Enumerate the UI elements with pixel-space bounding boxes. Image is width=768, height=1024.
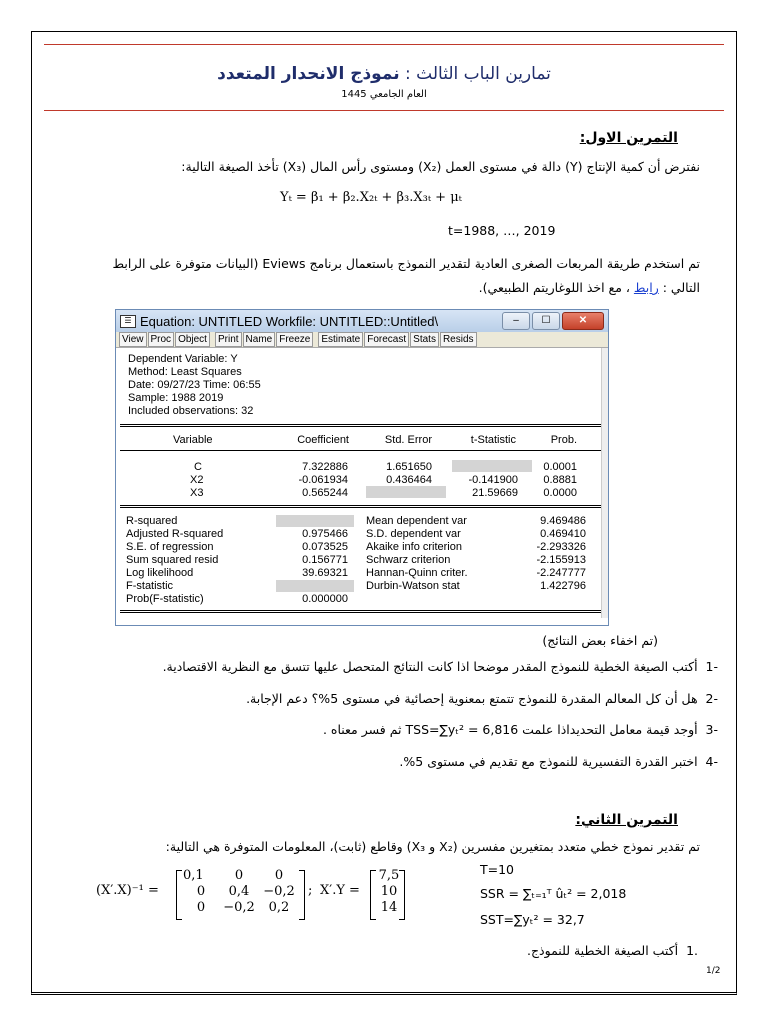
- window-menu-icon[interactable]: ☰: [120, 315, 136, 328]
- row-c-prob: 0.0001: [543, 461, 577, 473]
- m-0-2: 0: [274, 868, 284, 883]
- title-main: نموذج الانحدار المتعدد: [217, 64, 400, 84]
- stat-adj-rsquared-label: Adjusted R-squared: [126, 528, 224, 540]
- value-T: T=10: [480, 862, 515, 877]
- row-c-tstat-hidden: [452, 460, 532, 472]
- top-red-rule: [44, 44, 724, 45]
- stat-akaike-value: -2.293326: [536, 541, 586, 553]
- stat-akaike-label: Akaike info criterion: [366, 541, 462, 553]
- stat-rsquared-label: R-squared: [126, 515, 178, 527]
- observations-line: Included observations: 32: [128, 405, 254, 417]
- col-tstat-header: t-Statistic: [470, 434, 516, 446]
- col-stderror-header: Std. Error: [384, 434, 432, 446]
- value-SST: SST=∑yₜ² = 32,7: [480, 912, 585, 927]
- toolbar-stats-button[interactable]: Stats: [410, 332, 439, 347]
- window-titlebar[interactable]: [116, 310, 608, 332]
- stat-loglik-value: 39.69321: [302, 567, 348, 579]
- eviews-paragraph-line1: تم استخدم طريقة المربعات الصغرى العادية لتقدير النموذج باستعمال برنامج Eviews (البيانات متوفرة على الرابط: [112, 256, 700, 271]
- question-text: هل أن كل المعالم المقدرة للنموذج تتمتع بمعنوية إحصائية في مستوى 5%؟ دعم الإجابة.: [246, 691, 698, 706]
- stat-fstat-label: F-statistic: [126, 580, 174, 592]
- matrix-label-xx-inv: (X′.X)⁻¹ =: [96, 883, 159, 898]
- method-line: Method: Least Squares: [128, 366, 242, 378]
- question-text: أكتب الصيغة الخطية للنموذج المقدر موضحا اذا كانت النتائج المتحصل عليها تتسق مع النظرية الاقتصادية.: [162, 659, 698, 674]
- row-x3-prob: 0.0000: [543, 487, 577, 499]
- stat-durbin-watson-value: 1.422796: [540, 580, 586, 592]
- date-line: Date: 09/27/23 Time: 06:55: [128, 379, 261, 391]
- stat-durbin-watson-label: Durbin-Watson stat: [366, 580, 460, 592]
- row-x2-coefficient: -0.061934: [298, 474, 348, 486]
- toolbar-proc-button[interactable]: Proc: [148, 332, 175, 347]
- stat-schwarz-label: Schwarz criterion: [366, 554, 451, 566]
- line2-suffix: ، مع اخذ اللوغاريتم الطبيعي).: [478, 280, 634, 295]
- eviews-equation-window: [115, 309, 609, 626]
- v-1: 10: [380, 884, 398, 899]
- question-number: -1: [705, 659, 718, 674]
- m-2-0: 0: [196, 900, 206, 915]
- close-icon[interactable]: ✕: [562, 312, 604, 330]
- exercise1-intro: نفترض أن كمية الإنتاج (Y) دالة في مستوى العمل (X₂) ومستوى رأس المال (X₃) تأخذ الصيغة التالية:: [181, 159, 700, 174]
- vector2-right-bracket: [399, 870, 405, 920]
- question-number: -3: [705, 722, 718, 737]
- stat-prob-f-value: 0.000000: [302, 593, 348, 605]
- academic-year: العام الجامعي 1445: [341, 89, 427, 100]
- header-rule-top: [120, 424, 604, 425]
- model-equation: Yₜ = β₁ + β₂.X₂ₜ + β₃.X₃ₜ + μₜ: [280, 190, 462, 205]
- stat-rsquared-hidden: [276, 515, 354, 527]
- line2-prefix: التالي :: [658, 280, 700, 295]
- minimize-icon[interactable]: ‒: [502, 312, 530, 330]
- col-coefficient-header: Coefficient: [297, 434, 349, 446]
- toolbar-print-button[interactable]: Print: [215, 332, 242, 347]
- row-x2-stderror: 0.436464: [386, 474, 432, 486]
- stat-hannan-quinn-label: Hannan-Quinn criter.: [366, 567, 468, 579]
- stat-mean-dep-label: Mean dependent var: [366, 515, 467, 527]
- m-1-1: 0,4: [228, 884, 250, 899]
- sample-line: Sample: 1988 2019: [128, 392, 224, 404]
- ex1-question-2: [38, 691, 718, 706]
- window-toolbar: [116, 332, 608, 348]
- header-rule-bottom: [120, 450, 604, 451]
- matrix-label-xy: X′.Y =: [320, 883, 360, 898]
- stat-se-regression-label: S.E. of regression: [126, 541, 214, 553]
- vertical-scrollbar[interactable]: [601, 348, 608, 618]
- ex1-question-1: [38, 659, 718, 674]
- question-number: -4: [705, 754, 718, 769]
- stat-fstat-hidden: [276, 580, 354, 592]
- row-c-stderror: 1.651650: [386, 461, 432, 473]
- stat-mean-dep-value: 9.469486: [540, 515, 586, 527]
- row-c-coefficient: 7.322886: [302, 461, 348, 473]
- stat-schwarz-value: -2.155913: [536, 554, 586, 566]
- header-rule-top-2: [120, 426, 604, 427]
- window-title: Equation: UNTITLED Workfile: UNTITLED::Untitled\: [140, 313, 439, 329]
- stats-rule-bottom-2: [120, 612, 604, 613]
- stats-rule-top: [120, 505, 604, 506]
- stat-se-regression-value: 0.073525: [302, 541, 348, 553]
- exercise2-intro: تم تقدير نموذج خطي متعدد بمتغيرين مفسرين (X₂ و X₃) وقاطع (ثابت)، المعلومات المتوفرة هي التالية:: [165, 839, 700, 854]
- maximize-icon[interactable]: ☐: [532, 312, 560, 330]
- stat-sd-dep-value: 0.469410: [540, 528, 586, 540]
- dependent-variable-line: Dependent Variable: Y: [128, 353, 238, 365]
- toolbar-forecast-button[interactable]: Forecast: [364, 332, 409, 347]
- col-prob-header: Prob.: [550, 434, 577, 446]
- ex2-question-1: [527, 943, 698, 958]
- question-text: أوجد قيمة معامل التحديداذا علمت TSS=∑yₜ² = 6,816 ثم فسر معناه .: [322, 722, 698, 737]
- page-title: [44, 64, 724, 84]
- row-x3-tstat: 21.59669: [472, 487, 518, 499]
- row-x2-tstat: -0.141900: [468, 474, 518, 486]
- v-0: 7,5: [378, 868, 400, 883]
- exercise1-heading: التمرين الاول:: [579, 130, 678, 146]
- time-range: t=1988, …, 2019: [448, 223, 556, 238]
- question-number: -2: [705, 691, 718, 706]
- ex1-question-3: [38, 722, 718, 737]
- question-text: أكتب الصيغة الخطية للنموذج.: [527, 943, 679, 958]
- matrix1-right-bracket: [299, 870, 305, 920]
- row-x3-variable: X3: [190, 487, 204, 499]
- page-number: 1/2: [706, 966, 721, 976]
- row-x3-coefficient: 0.565244: [302, 487, 348, 499]
- stat-ssr-value: 0.156771: [302, 554, 348, 566]
- title-red-rule: [44, 110, 724, 111]
- stat-sd-dep-label: S.D. dependent var: [366, 528, 461, 540]
- m-0-1: 0: [234, 868, 244, 883]
- col-variable-header: Variable: [173, 434, 213, 446]
- toolbar-object-button[interactable]: Object: [175, 332, 210, 347]
- m-0-0: 0,1: [183, 868, 204, 883]
- stat-loglik-label: Log likelihood: [126, 567, 194, 579]
- row-x2-variable: X2: [190, 474, 204, 486]
- hidden-results-note: (تم اخفاء بعض النتائج): [542, 633, 658, 648]
- row-c-variable: C: [194, 461, 202, 473]
- question-number: .1: [686, 943, 698, 958]
- toolbar-view-button[interactable]: View: [119, 332, 147, 347]
- matrix-xx-inverse: [183, 868, 303, 916]
- matrix1-left-bracket: [176, 870, 182, 920]
- stat-prob-f-label: Prob(F-statistic): [126, 593, 204, 605]
- toolbar-resids-button[interactable]: Resids: [440, 332, 477, 347]
- m-1-2: −0,2: [263, 884, 295, 899]
- title-prefix: تمارين الباب الثالث :: [399, 64, 551, 84]
- m-1-0: 0: [196, 884, 206, 899]
- matrix-separator: ;: [308, 883, 313, 898]
- toolbar-estimate-button[interactable]: Estimate: [318, 332, 363, 347]
- v-2: 14: [380, 900, 398, 915]
- toolbar-freeze-button[interactable]: Freeze: [276, 332, 313, 347]
- stat-adj-rsquared-value: 0.975466: [302, 528, 348, 540]
- m-2-1: −0,2: [223, 900, 255, 915]
- value-SSR: SSR = ∑ₜ₌₁ᵀ ûₜ² = 2,018: [480, 886, 627, 901]
- stats-rule-top-2: [120, 507, 604, 508]
- stat-ssr-label: Sum squared resid: [126, 554, 219, 566]
- data-link[interactable]: رابط: [633, 280, 659, 295]
- stat-hannan-quinn-value: -2.247777: [536, 567, 586, 579]
- question-text: اختبر القدرة التفسيرية للنموذج مع تقديم في مستوى 5%.: [399, 754, 698, 769]
- ex1-question-4: [38, 754, 718, 769]
- row-x3-stderror-hidden: [366, 486, 446, 498]
- m-2-2: 0,2: [268, 900, 290, 915]
- exercise2-heading: التمرين الثاني:: [575, 812, 678, 828]
- toolbar-name-button[interactable]: Name: [243, 332, 276, 347]
- row-x2-prob: 0.8881: [543, 474, 577, 486]
- eviews-paragraph-line2: [40, 274, 700, 301]
- stats-rule-bottom: [120, 610, 604, 611]
